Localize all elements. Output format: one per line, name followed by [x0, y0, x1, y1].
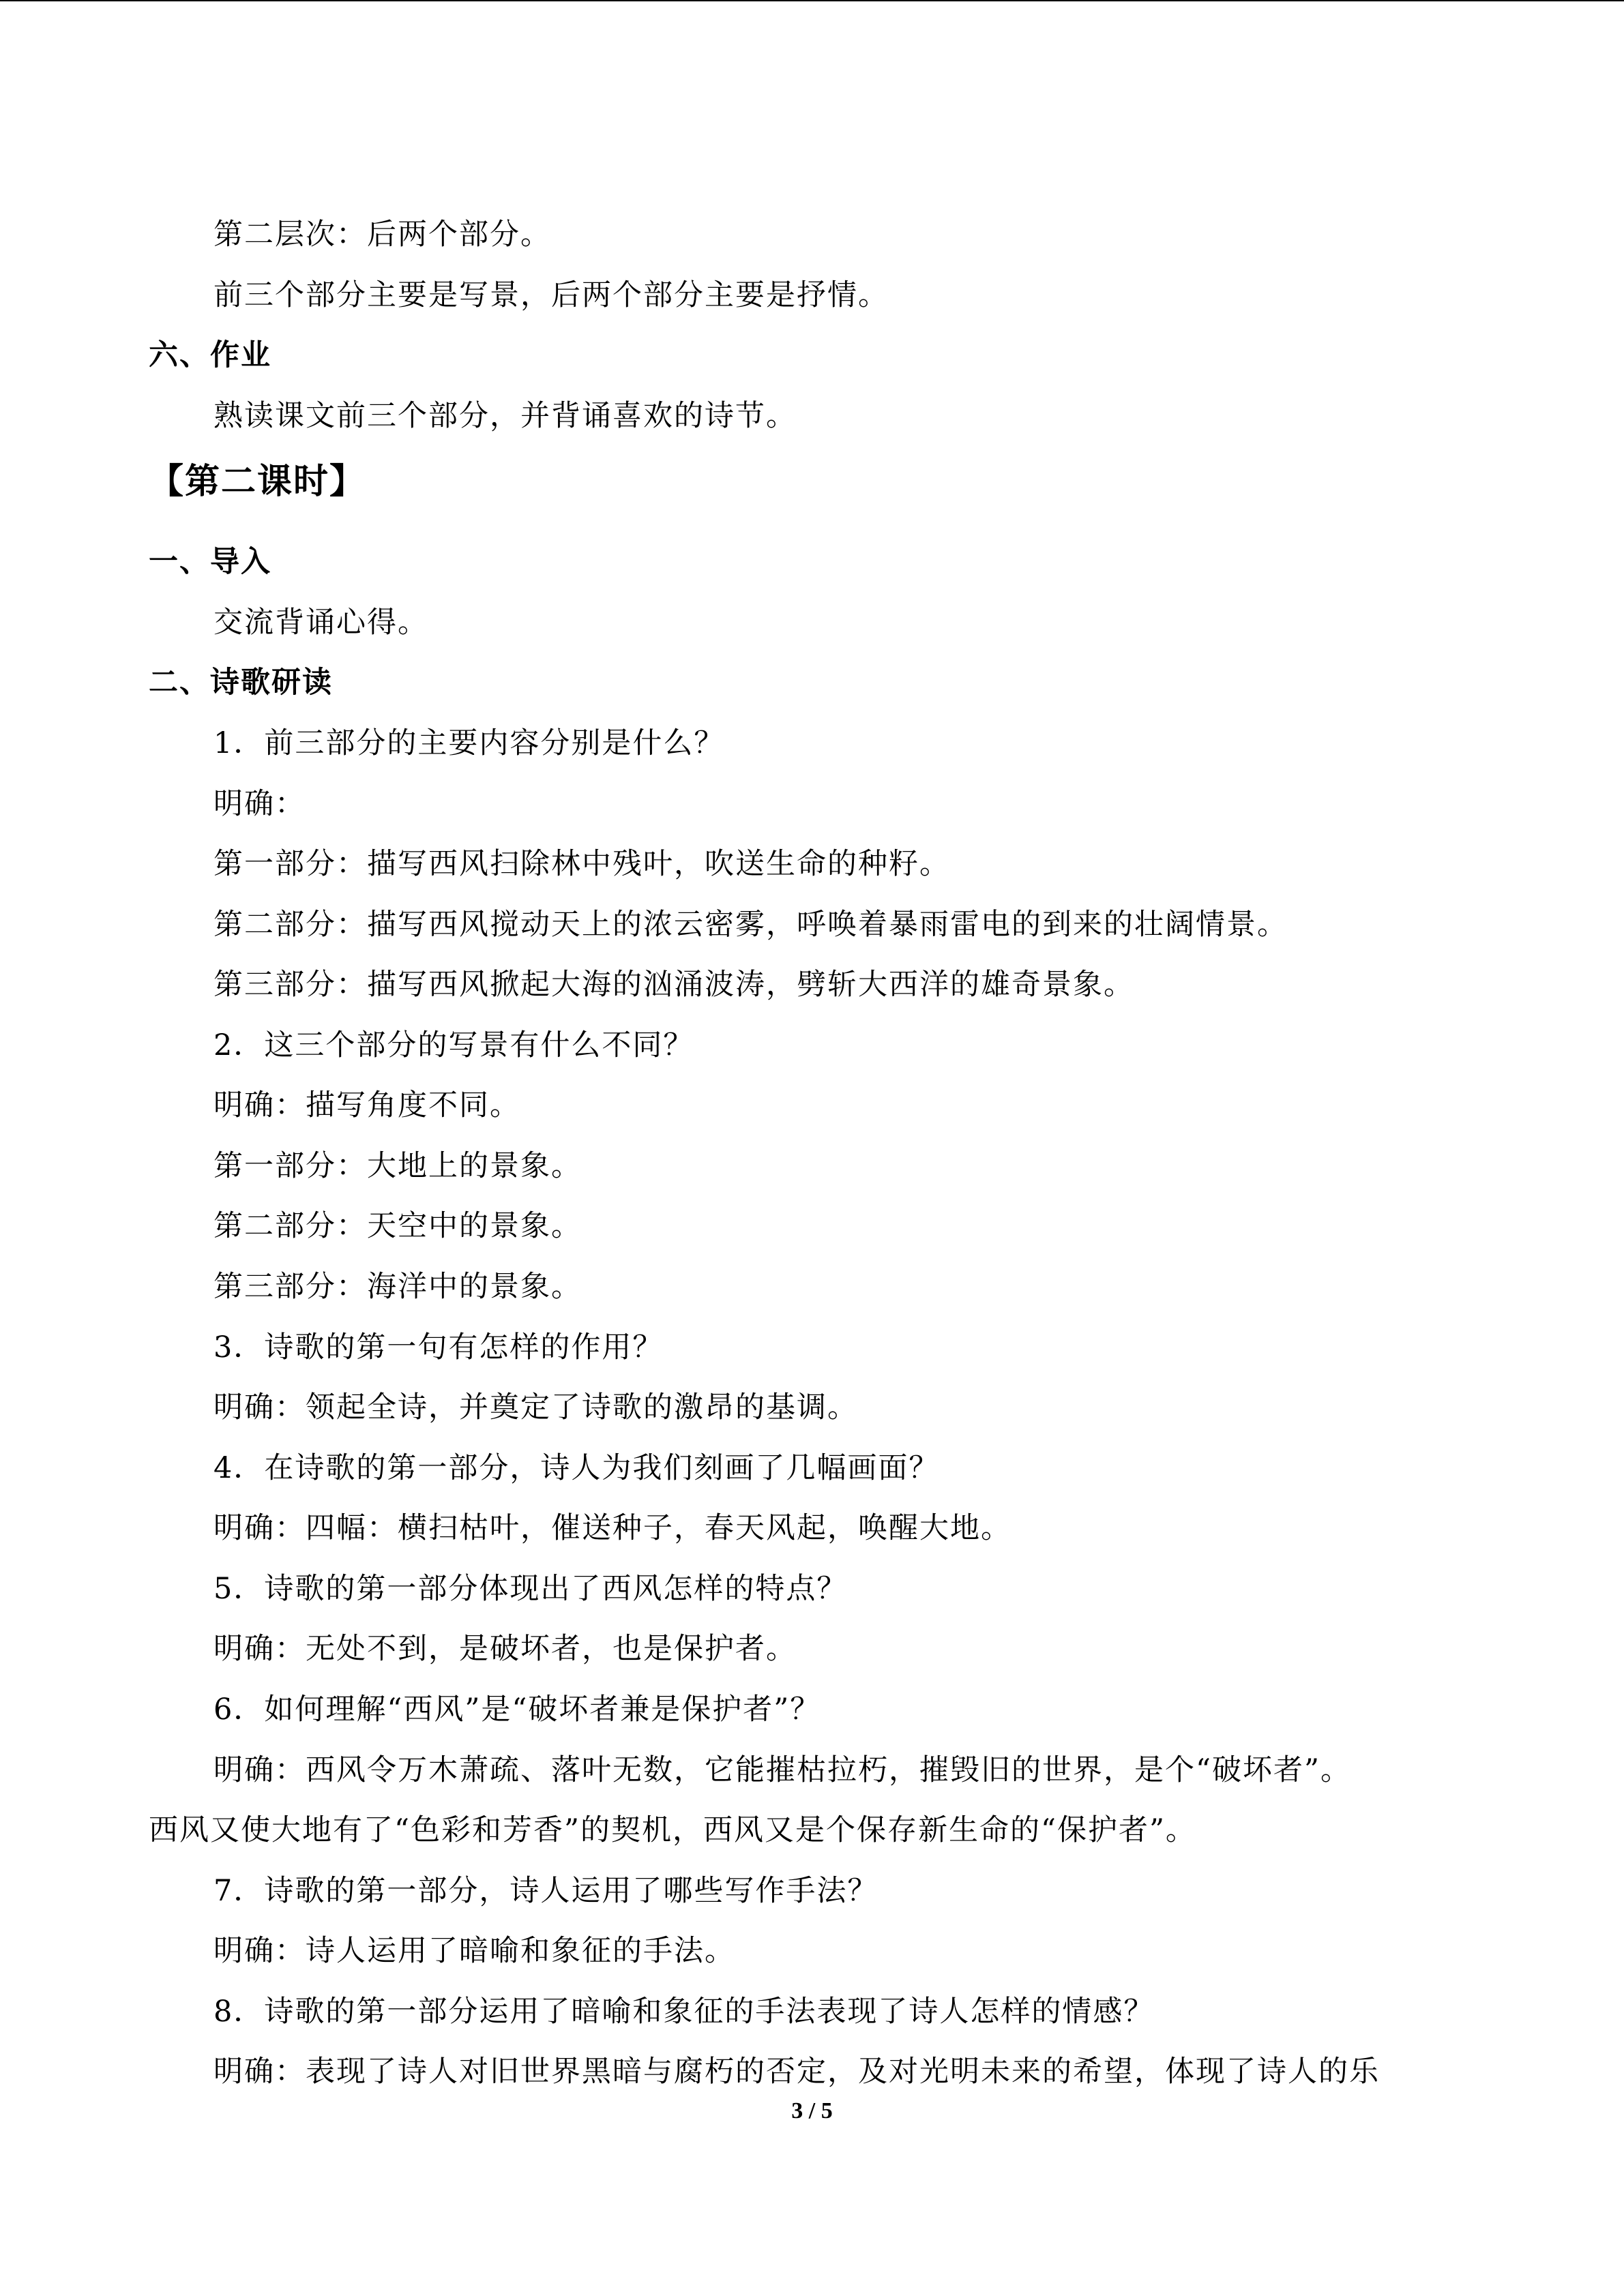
- question-4: 4．在诗歌的第一部分，诗人为我们刻画了几幅画面？: [213, 1451, 940, 1485]
- answer-1-part-1: 第一部分：描写西风扫除林中残叶，吹送生命的种籽。: [213, 847, 950, 881]
- question-6: 6．如何理解“西风”是“破坏者兼是保护者”？: [213, 1693, 821, 1727]
- question-5: 5．诗歌的第一部分体现出了西风怎样的特点？: [213, 1572, 848, 1606]
- top-border-line: [0, 0, 1624, 1]
- question-2: 2．这三个部分的写景有什么不同？: [213, 1028, 694, 1062]
- lesson-title: 【第二课时】: [149, 462, 366, 502]
- answer-2-part-1: 第一部分：大地上的景象。: [213, 1149, 582, 1183]
- answer-7: 明确：诗人运用了暗喻和象征的手法。: [213, 1934, 735, 1968]
- answer-2-part-3: 第三部分：海洋中的景象。: [213, 1270, 582, 1304]
- answer-1-part-2: 第二部分：描写西风搅动天上的浓云密雾，呼唤着暴雨雷电的到来的壮阔情景。: [213, 908, 1288, 942]
- answer-6: 明确：西风令万木萧疏、落叶无数，它能摧枯拉朽，摧毁旧的世界，是个“破坏者”。: [213, 1753, 1351, 1787]
- answer-8: 明确：表现了诗人对旧世界黑暗与腐朽的否定，及对光明未来的希望，体现了诗人的乐: [213, 2055, 1380, 2089]
- question-7: 7．诗歌的第一部分，诗人运用了哪些写作手法？: [213, 1874, 879, 1908]
- section-heading-study: 二、诗歌研读: [149, 666, 333, 700]
- answer-2: 明确：描写角度不同。: [213, 1088, 520, 1122]
- section-heading-intro: 一、导入: [149, 545, 271, 579]
- question-8: 8．诗歌的第一部分运用了暗喻和象征的手法表现了诗人怎样的情感？: [213, 1995, 1155, 2029]
- answer-3: 明确：领起全诗，并奠定了诗歌的激昂的基调。: [213, 1390, 858, 1425]
- answer-2-part-2: 第二部分：天空中的景象。: [213, 1209, 582, 1243]
- paragraph: 第二层次：后两个部分。: [213, 218, 551, 252]
- page-number: 3 / 5: [791, 2098, 833, 2123]
- section-heading-homework: 六、作业: [149, 338, 271, 372]
- answer-5: 明确：无处不到，是破坏者，也是保护者。: [213, 1632, 797, 1666]
- question-1: 1．前三部分的主要内容分别是什么？: [213, 726, 725, 760]
- paragraph: 交流背诵心得。: [213, 606, 428, 640]
- question-3: 3．诗歌的第一句有怎样的作用？: [213, 1330, 664, 1365]
- answer-6-continued: 西风又使大地有了“色彩和芳香”的契机，西风又是个保存新生命的“保护者”。: [149, 1813, 1196, 1847]
- answer-1: 明确：: [213, 787, 306, 821]
- paragraph: 熟读课文前三个部分，并背诵喜欢的诗节。: [213, 399, 797, 433]
- paragraph: 前三个部分主要是写景，后两个部分主要是抒情。: [213, 278, 889, 312]
- answer-1-part-3: 第三部分：描写西风掀起大海的汹涌波涛，劈斩大西洋的雄奇景象。: [213, 968, 1134, 1002]
- answer-4: 明确：四幅：横扫枯叶，催送种子，春天风起，唤醒大地。: [213, 1511, 1012, 1545]
